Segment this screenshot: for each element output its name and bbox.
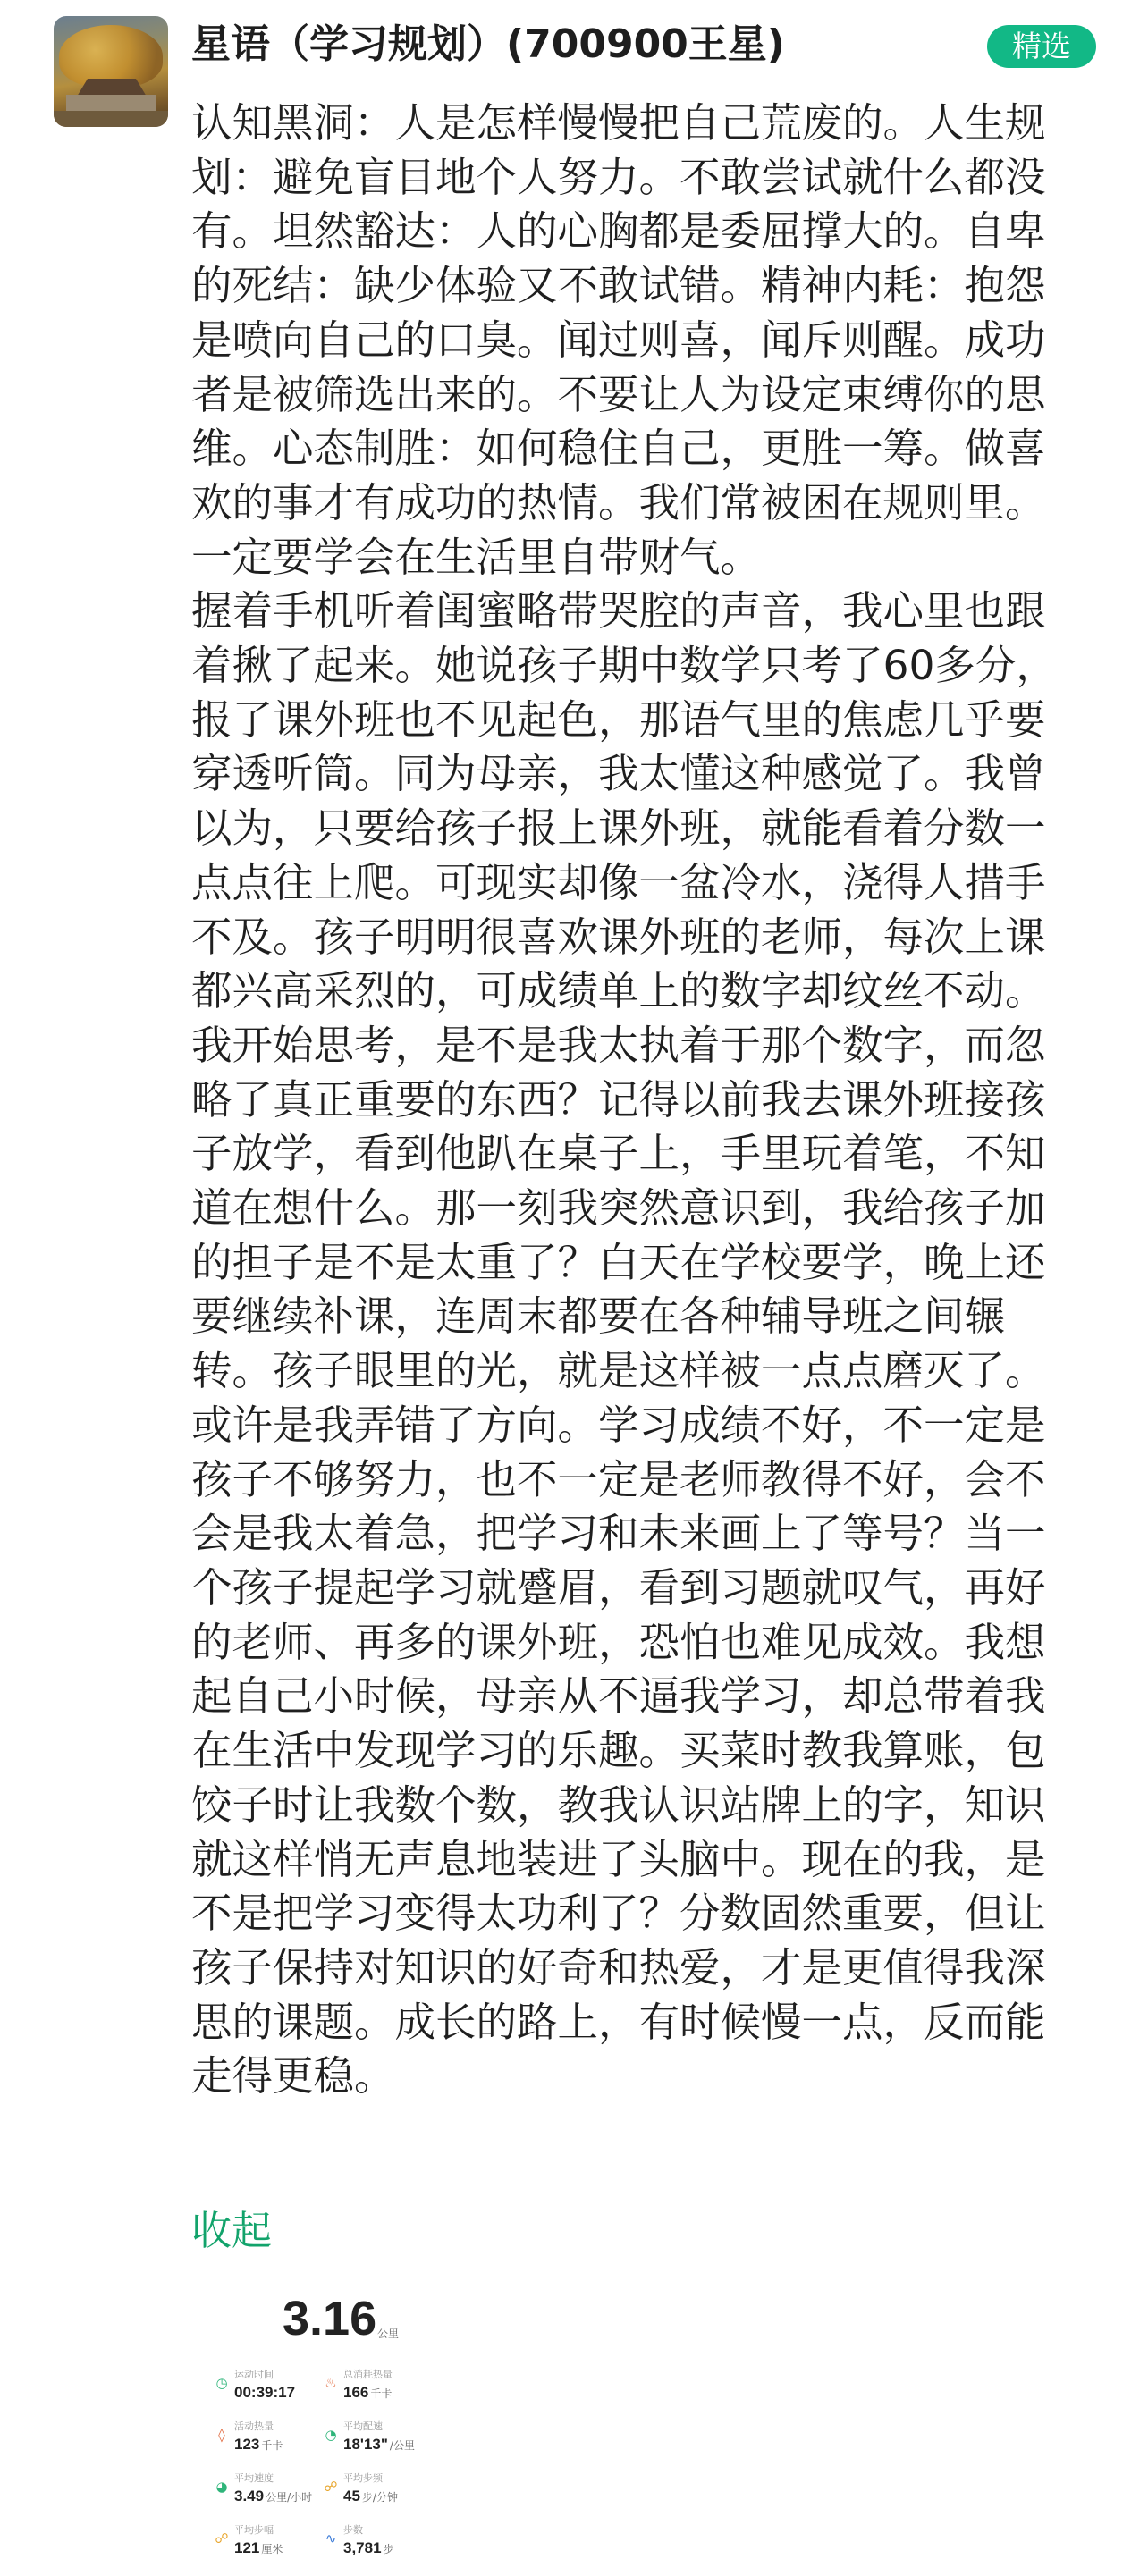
metric-active-calories <box>213 2417 338 2462</box>
avatar-wall <box>66 95 156 111</box>
metric-value: 45 <box>343 2488 360 2504</box>
metric-value: 00:39:17 <box>234 2384 296 2401</box>
workout-distance: 3.16 <box>283 2292 377 2345</box>
metric-label: 总消耗热量 <box>343 2369 393 2380</box>
workout-distance-unit: 公里 <box>377 2328 400 2340</box>
metric-avg-cadence <box>322 2469 447 2513</box>
metric-label: 平均步频 <box>343 2472 383 2484</box>
steps-icon: ∿ <box>325 2530 337 2547</box>
workout-card[interactable] <box>191 2279 460 2576</box>
metric-value: 3,781 <box>343 2539 382 2556</box>
metric-total-calories <box>322 2365 447 2410</box>
metric-unit: 步 <box>383 2543 394 2555</box>
metric-avg-speed <box>213 2469 338 2513</box>
stride-icon: ☍ <box>215 2530 229 2547</box>
featured-badge: 精选 <box>987 25 1096 68</box>
metric-unit: 公里/小时 <box>266 2491 313 2504</box>
metric-value: 3.49 <box>234 2488 265 2504</box>
metric-value: 18'13" <box>343 2436 388 2453</box>
metric-label: 平均步幅 <box>234 2524 274 2536</box>
avatar-ground <box>54 111 168 127</box>
clock-icon: ◷ <box>215 2375 228 2391</box>
avatar[interactable] <box>54 16 168 127</box>
collapse-button[interactable]: 收起 <box>191 2207 273 2254</box>
metric-steps <box>322 2521 447 2565</box>
metric-unit: 厘米 <box>261 2543 283 2555</box>
metric-avg-stride <box>213 2521 338 2565</box>
drop-icon: ◊ <box>218 2427 225 2443</box>
metric-unit: 步/分钟 <box>361 2491 398 2504</box>
footsteps-icon: ☍ <box>324 2479 338 2495</box>
metric-label: 活动热量 <box>234 2420 274 2432</box>
metric-value: 121 <box>234 2539 260 2556</box>
metric-avg-pace <box>322 2417 447 2462</box>
metric-unit: /公里 <box>389 2439 415 2452</box>
metric-value: 166 <box>343 2384 369 2401</box>
username[interactable]: 星语（学习规划）(700900王星) <box>191 21 785 67</box>
metric-unit: 千卡 <box>370 2387 393 2400</box>
metric-label: 运动时间 <box>234 2369 274 2380</box>
metric-label: 平均配速 <box>343 2420 383 2432</box>
metric-label: 平均速度 <box>234 2472 274 2484</box>
avatar-tree <box>59 25 163 88</box>
metric-label: 步数 <box>343 2524 363 2536</box>
post-text: 认知黑洞：人是怎样慢慢把自己荒废的。人生规划：避免盲目地个人努力。不敢尝试就什么都没有。坦然豁达：人的心胸都是委屈撑大的。自卑的死结：缺少体验又不敢试错。精神内耗：抱怨是喷向自己的口臭。闻过则喜，闻斥则醒。成功者是被筛选出来的。不要让人为设定束缚你的思维。心态制胜：如何稳住自己，更胜一筹。做喜欢的事才有成功的热情。我们常被困在规则里。一定要学会在生活里自带财气。 握着手机听着闺蜜略带哭腔的声音，我心里也跟着揪了起来。她说孩子期中数学只考了60多分，报了课外班也不见起色，那语气里的焦虑几乎要穿透听筒。同为母亲，我太懂这种感觉了。我曾以为，只要给孩子报上课外班，就能看着分数一点点往上爬。可现实却像一盆冷水，浇得人措手不及。孩子明明很喜欢课外班的老师，每次上课都兴高采烈的，可成绩单上的数字却纹丝不动。我开始思考，是不是我太执着于那个数字，而忽略了真正重要的东西？记得以前我去课外班接孩子放学，看到他趴在桌子上，手里玩着笔，不知道在想什么。那一刻我突然意识到，我给孩子加的担子是不是太重了？白天在学校要学，晚上还要继续补课，连周末都要在各种辅导班之间辗转。孩子眼里的光，就是这样被一点点磨灭了。或许是我弄错了方向。学习成绩不好，不一定是孩子不够努力，也不一定是老师教得不好，会不会是我太着急，把学习和未来画上了等号？当一个孩子提起学习就蹙眉，看到习题就叹气，再好的老师、再多的课外班，恐怕也难见成效。我想起自己小时候，母亲从不逼我学习，却总带着我在生活中发现学习的乐趣。买菜时教我算账，包饺子时让我数个数，教我认识站牌上的字，知识就这样悄无声息地装进了头脑中。现在的我，是不是把学习变得太功利了？分数固然重要，但让孩子保持对知识的好奇和热爱，才是更值得我深思的课题。成长的路上，有时候慢一点，反而能走得更稳。 <box>191 99 1057 2100</box>
metric-value: 123 <box>234 2436 260 2453</box>
pace-icon: ◔ <box>325 2427 337 2443</box>
metric-unit: 千卡 <box>261 2439 283 2452</box>
metric-duration <box>213 2365 338 2410</box>
flame-icon: ♨ <box>325 2375 337 2391</box>
speed-icon: ◕ <box>215 2479 228 2495</box>
